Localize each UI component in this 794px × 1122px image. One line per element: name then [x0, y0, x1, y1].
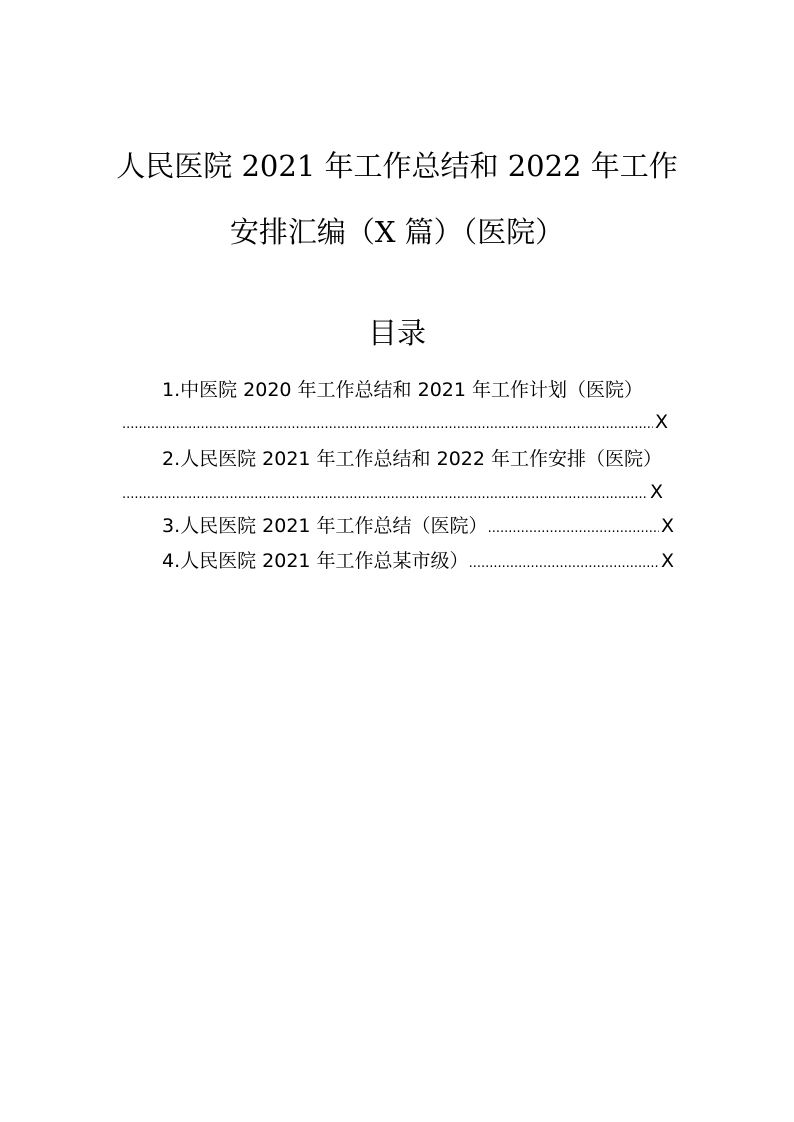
toc-entry-1-text[interactable]: 1.中医院 2020 年工作总结和 2021 年工作计划（医院）	[162, 379, 643, 401]
toc-entry-1-page: X	[654, 411, 668, 433]
toc-entry-2-text[interactable]: 2.人民医院 2021 年工作总结和 2022 年工作安排（医院）	[162, 448, 662, 470]
toc-entry-2-page: X	[649, 481, 663, 503]
toc-entry-1-leader[interactable]	[122, 408, 668, 439]
dot-leader	[488, 515, 659, 543]
toc-heading: 目录	[367, 316, 426, 350]
dot-leader	[122, 411, 653, 439]
document-title-line-1: 人民医院 2021 年工作总结和 2022 年工作	[116, 149, 678, 183]
toc-entry-3-text: 3.人民医院 2021 年工作总结（医院）	[162, 515, 488, 537]
toc-entry-3-page: X	[660, 515, 674, 537]
document-title-line-2: 安排汇编（X 篇）（医院）	[229, 215, 565, 249]
dot-leader	[469, 550, 659, 578]
toc-entry-4-page: X	[660, 550, 674, 572]
toc-entry-2-leader[interactable]	[122, 478, 663, 509]
toc-entry-3[interactable]	[162, 512, 674, 543]
dot-leader	[122, 481, 648, 509]
toc-entry-4[interactable]	[162, 547, 674, 578]
toc-entry-4-text: 4.人民医院 2021 年工作总某市级）	[162, 550, 469, 572]
